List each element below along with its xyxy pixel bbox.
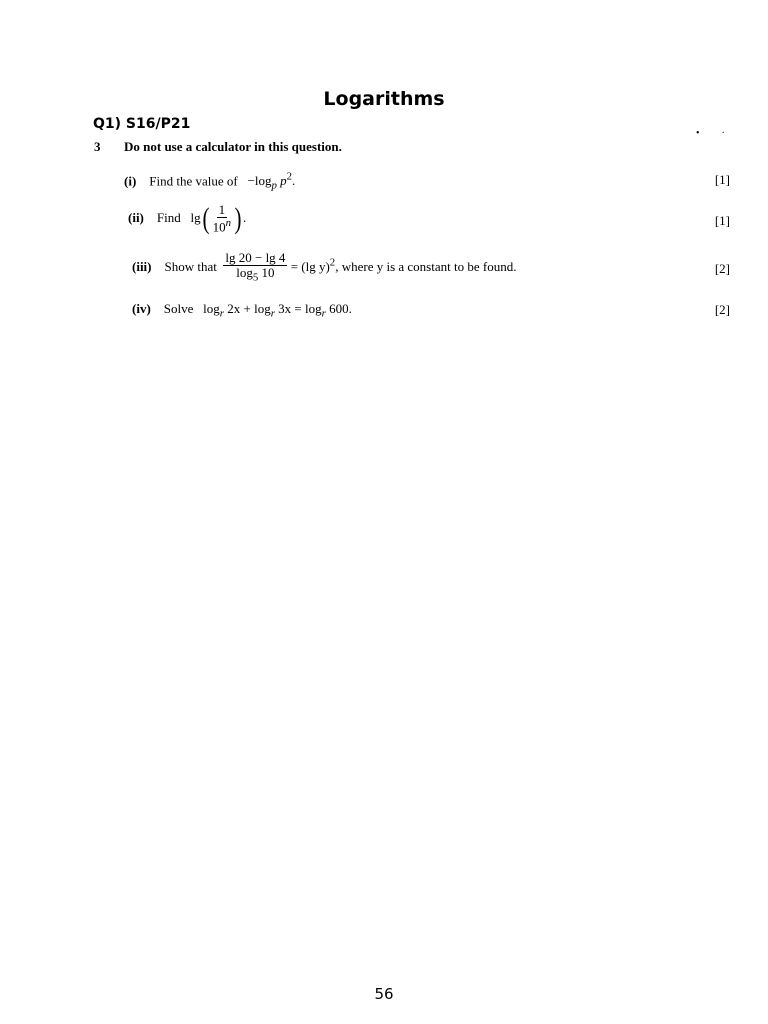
instruction: Do not use a calculator in this question. — [124, 139, 342, 154]
part-text: Show that — [164, 258, 217, 274]
page-title: Logarithms — [323, 88, 445, 110]
scan-marks: •· — [696, 128, 747, 139]
question-number: 3 — [94, 139, 101, 154]
part-label: (iv) — [132, 301, 151, 316]
part-label: (iii) — [132, 258, 152, 274]
part-iv — [132, 301, 352, 320]
part-iii — [132, 251, 516, 285]
part-marks: [1] — [714, 172, 730, 187]
part-marks: [2] — [714, 261, 730, 276]
question-id: Q1) S16/P21 — [93, 116, 191, 132]
math-expression: $\log_r 2x + \log_r 3x = \log_r 600$. — [203, 301, 352, 320]
part-label: (i) — [124, 173, 137, 189]
math-expression: $\frac{\lg 20 - \lg 4}{\log_5 10}$ = (lg y)$^2$, where y is a constant to be found. — [225, 250, 517, 284]
part-text: Find — [156, 209, 181, 225]
math-expression: lg( $\frac{1}{10^n}$ ) . — [190, 201, 247, 235]
math-expression: $-\log_p$ $p^2$. — [247, 171, 296, 192]
part-text: Find the value of — [149, 173, 238, 189]
part-marks: [2] — [714, 302, 730, 317]
part-text: Solve — [163, 301, 194, 316]
part-label: (ii) — [128, 209, 144, 225]
part-ii — [128, 203, 246, 235]
part-marks: [1] — [714, 213, 730, 228]
part-i — [124, 171, 295, 192]
page-number: 56 — [374, 985, 394, 1003]
